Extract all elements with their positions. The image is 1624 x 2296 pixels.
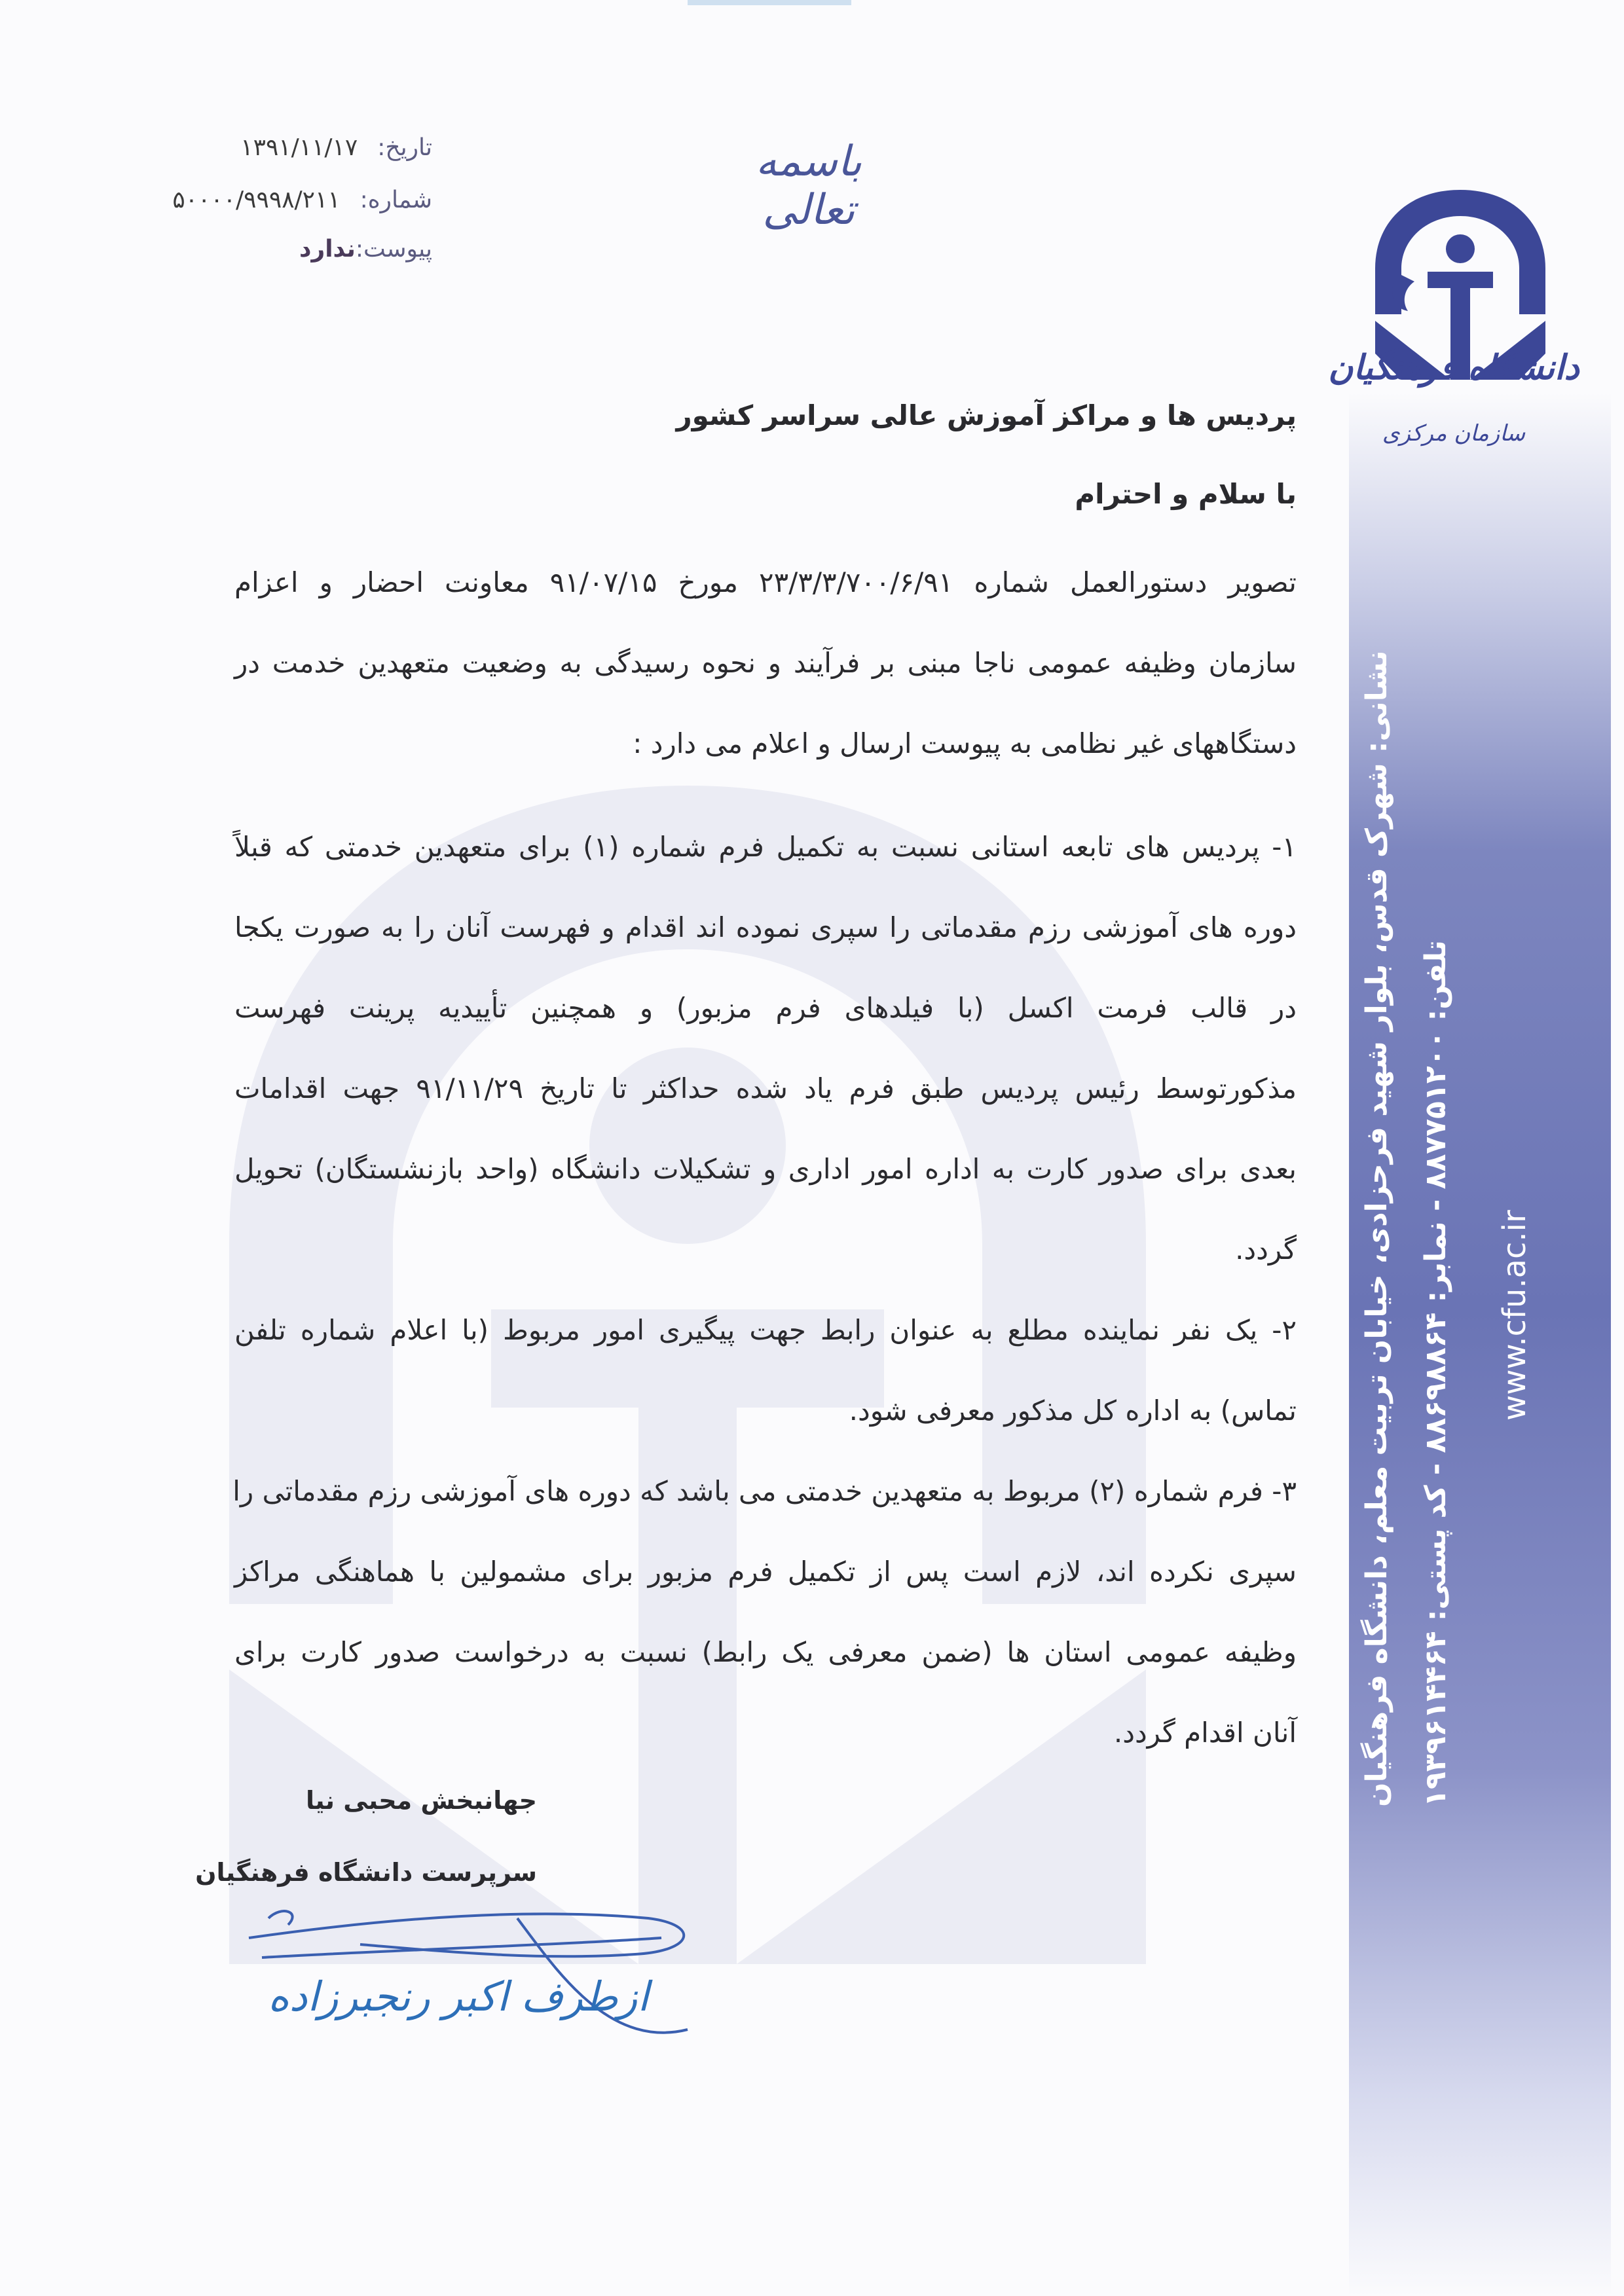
intro-line: دستگاههای غیر نظامی به پیوست ارسال و اعلام می دارد : [633, 727, 1297, 759]
item-3-line: وظیفه عمومی استان ها (ضمن معرفی یک رابط) نسبت به درخواست صدور کارت برای [234, 1636, 1297, 1668]
scan-mark [688, 0, 851, 5]
attachment-value: ندارد [299, 236, 356, 263]
sidebar-address: نشانی: شهرک قدس، بلوار شهید فرحزادی، خیابان تربیت معلم، دانشگاه فرهنگیان [1360, 650, 1393, 1807]
on-behalf-handwriting: ازطرف اکبر رنجبرزاده [268, 1973, 649, 2020]
item-2-line: ۲- یک نفر نماینده مطلع به عنوان رابط جهت پیگیری امور مربوط (با اعلام شماره تلفن [234, 1314, 1297, 1346]
number-row [131, 187, 432, 213]
item-3-line: آنان اقدام گردد. [1113, 1717, 1297, 1749]
number-value: ۵۰۰۰۰/۹۹۹۸/۲۱۱ [172, 187, 341, 213]
intro-line: تصویر دستورالعمل شماره ۲۳/۳/۳/۷۰۰/۶/۹۱ مورخ ۹۱/۰۷/۱۵ معاونت احضار و اعزام [234, 566, 1297, 598]
item-1-line: ۱- پردیس های تابعه استانی نسبت به تکمیل فرم شماره (۱) برای متعهدین خدمتی که قبلاً [234, 831, 1297, 863]
sidebar-website: www.cfu.ac.ir [1496, 1210, 1533, 1421]
item-1-line: دوره های آموزشی رزم مقدماتی را سپری نموده اند اقدام و فهرست آنان را به صورت یکجا [234, 911, 1297, 943]
basmeh-heading: باسمه تعالی [755, 137, 862, 234]
number-label: شماره: [360, 187, 432, 213]
attachment-label: پیوست: [355, 236, 432, 263]
item-1-line: مذکورتوسط رئیس پردیس طبق فرم یاد شده حداکثر تا تاریخ ۹۱/۱۱/۲۹ جهت اقدامات [234, 1072, 1297, 1104]
attachment-row [131, 236, 432, 263]
item-1-line: بعدی برای صدور کارت به اداره امور اداری و تشکیلات دانشگاه (واحد بازنشستگان) تحویل [234, 1153, 1297, 1185]
item-1-line: گردد. [1235, 1233, 1297, 1266]
intro-line: سازمان وظیفه عمومی ناجا مبنی بر فرآیند و نحوه رسیدگی به وضعیت متعهدین خدمت در [234, 647, 1297, 679]
signer-name: جهانبخش محبی نیا [305, 1786, 537, 1815]
date-value: ۱۳۹۱/۱۱/۱۷ [240, 134, 358, 161]
recipient: پردیس ها و مراکز آموزش عالی سراسر کشور [676, 399, 1297, 431]
item-1-line: در قالب فرمت اکسل (با فیلدهای فرم مزبور) و همچنین تأییدیه پرینت فهرست [234, 992, 1297, 1024]
date-row [131, 134, 432, 161]
band-edge [1611, 0, 1624, 2296]
item-2-line: تماس) به اداره کل مذکور معرفی شود. [849, 1394, 1297, 1427]
greeting: با سلام و احترام [1075, 478, 1297, 510]
date-label: تاریخ: [377, 134, 432, 161]
university-logo [1362, 131, 1559, 458]
sidebar-phone: تلفن: ۸۸۷۷۵۱۲۰۰ - نمابر: ۸۸۶۹۸۸۶۴ - کد پستی: ۱۹۳۹۶۱۴۴۶۴ [1419, 940, 1452, 1807]
logo-subtitle: سازمان مرکزی [1382, 420, 1526, 446]
item-3-line: سپری نکرده اند، لازم است پس از تکمیل فرم مزبور برای مشمولین با هماهنگی مراکز [234, 1556, 1297, 1588]
logo-name: دانشگاه فرهنگیان [1328, 348, 1579, 388]
item-3-line: ۳- فرم شماره (۲) مربوط به متعهدین خدمتی می باشد که دوره های آموزشی رزم مقدماتی را [232, 1475, 1297, 1507]
signer-title: سرپرست دانشگاه فرهنگیان [195, 1858, 537, 1887]
